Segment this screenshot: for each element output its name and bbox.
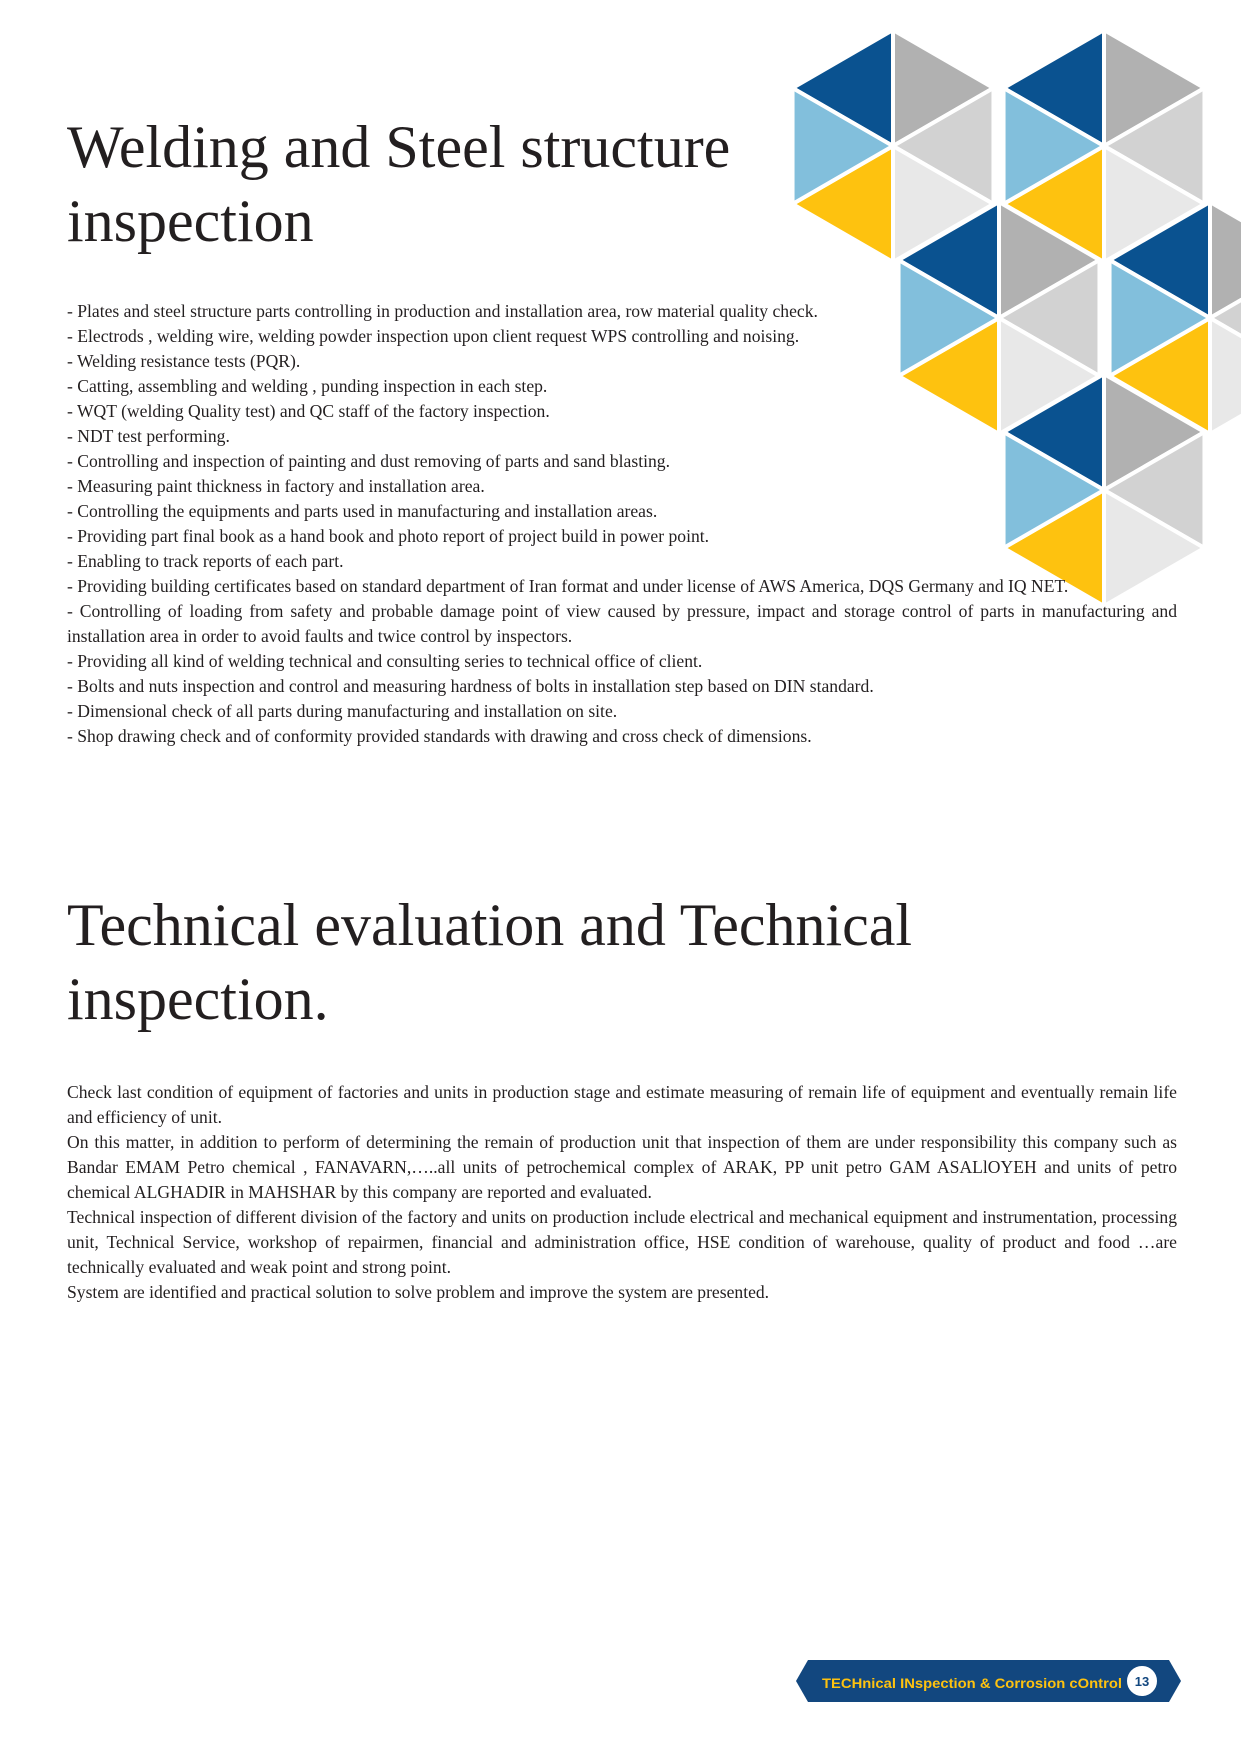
list-item: - Providing all kind of welding technical and consulting series to technical office of client. bbox=[67, 651, 703, 671]
paragraph: On this matter, in addition to perform of determining the remain of production unit that inspection of them are under responsibility this company such as Bandar EMAM Petro chemical , FANAVARN,…..all units of petrochemical complex of ARAK, PP unit petro GAM ASALlOYEH and units of petro chemical ALGHADIR in MAHSHAR by this company are reported and evaluated. bbox=[67, 1132, 1177, 1202]
list-item: - Dimensional check of all parts during manufacturing and installation on site. bbox=[67, 701, 618, 721]
list-item: - Enabling to track reports of each part. bbox=[67, 551, 344, 571]
list-item: - Measuring paint thickness in factory and installation area. bbox=[67, 476, 485, 496]
hexagon-triangle bbox=[1210, 318, 1241, 434]
list-item: - Bolts and nuts inspection and control and measuring hardness of bolts in installation step based on DIN standard. bbox=[67, 676, 874, 696]
footer-badge-text: TECHnical INspection & Corrosion cOntrol bbox=[822, 1676, 1122, 1691]
paragraph: Technical inspection of different division of the factory and units on production include electrical and mechanical equipment and instrumentation, processing unit, Technical Service, workshop of repairmen, financial and administration office, HSE condition of warehouse, quality of product and food …are technically evaluated and weak point and strong point. bbox=[67, 1207, 1177, 1277]
list-item: - Providing building certificates based on standard department of Iran format and under license of AWS America, DQS Germany and IQ NET. bbox=[67, 576, 1069, 596]
footer-badge bbox=[796, 1660, 1181, 1702]
paragraph: Check last condition of equipment of factories and units in production stage and estimate measuring of remain life of equipment and eventually remain life and efficiency of unit. bbox=[67, 1082, 1177, 1127]
list-item: - Shop drawing check and of conformity provided standards with drawing and cross check of dimensions. bbox=[67, 726, 812, 746]
section-title-line: Welding and Steel structure bbox=[67, 114, 731, 180]
list-item: - Controlling the equipments and parts used in manufacturing and installation areas. bbox=[67, 501, 658, 521]
section-title-welding bbox=[67, 110, 787, 258]
page-number: 13 bbox=[1134, 1674, 1150, 1689]
list-item: - Controlling of loading from safety and probable damage point of view caused by pressure, impact and storage control of parts in manufacturing and installation area in order to avoid faults and twice control by inspectors. bbox=[67, 601, 1177, 646]
section-title-technical-evaluation bbox=[67, 888, 1167, 1036]
section-title-line: inspection bbox=[67, 188, 314, 254]
list-item: - Catting, assembling and welding , punding inspection in each step. bbox=[67, 376, 548, 396]
welding-inspection-list bbox=[67, 299, 1177, 749]
list-item: - NDT test performing. bbox=[67, 426, 230, 446]
list-item: - Electrods , welding wire, welding powder inspection upon client request WPS controlling and noising. bbox=[67, 326, 800, 346]
section-title-line: Technical evaluation and Technical bbox=[67, 892, 913, 958]
technical-evaluation-text bbox=[67, 1080, 1177, 1305]
list-item: - WQT (welding Quality test) and QC staff of the factory inspection. bbox=[67, 401, 550, 421]
list-item: - Plates and steel structure parts controlling in production and installation area, row material quality check. bbox=[67, 301, 818, 321]
list-item: - Providing part final book as a hand book and photo report of project build in power point. bbox=[67, 526, 710, 546]
list-item: - Welding resistance tests (PQR). bbox=[67, 351, 301, 371]
section-title-line: inspection. bbox=[67, 966, 329, 1032]
paragraph: System are identified and practical solution to solve problem and improve the system are presented. bbox=[67, 1282, 770, 1302]
list-item: - Controlling and inspection of painting and dust removing of parts and sand blasting. bbox=[67, 451, 670, 471]
